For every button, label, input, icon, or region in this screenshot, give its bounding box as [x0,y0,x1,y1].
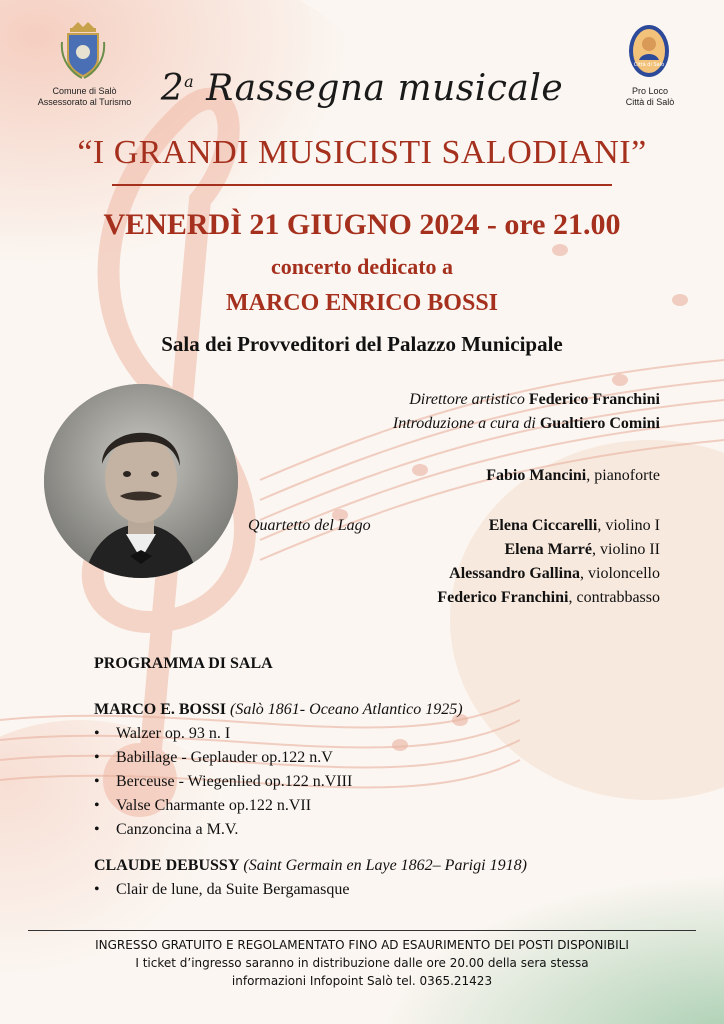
list-item: • Babillage - Geplauder op.122 n.V [116,746,674,770]
credit-pianist [260,464,660,488]
quartet-member-instrument: , contrabbasso [568,589,660,606]
event-dedication: concerto dedicato a [270,254,454,279]
list-item: • Valse Charmante op.122 n.VII [116,794,674,818]
list-item: • Berceuse - Wiegenlied op.122 n.VIII [116,770,674,794]
footer-line: INGRESSO GRATUITO E REGOLAMENTATO FINO AD ESAURIMENTO DEI POSTI DISPONIBILI [95,938,629,952]
proloco-logo-line: Pro Loco [631,86,669,96]
quartet-row-1 [248,514,660,538]
quartet-member-name: Federico Franchini [437,589,569,606]
program-heading: PROGRAMMA DI SALA [94,655,273,672]
quartet-member-name: Elena Ciccarelli [488,517,598,534]
comune-logo-line: Comune di Salò [52,86,117,96]
intro-role: Introduzione a cura di [392,415,536,432]
quartet-member-name: Alessandro Gallina [449,565,581,582]
title-divider [112,184,612,186]
edition-suffix: a [184,72,195,91]
list-item: • Walzer op. 93 n. I [116,722,674,746]
quartet-name: Quartetto del Lago [248,517,371,534]
proloco-logo-caption [600,86,700,108]
credit-director [260,388,660,412]
program-block [94,652,674,902]
proloco-logo [628,24,670,78]
director-name: Federico Franchini [528,391,660,408]
event-composer: MARCO ENRICO BOSSI [225,290,499,316]
footer-line: informazioni Infopoint Salò tel. 0365.21423 [231,974,493,988]
comune-logo-caption [22,86,147,108]
composer-dates: (Salò 1861- Oceano Atlantico 1925) [230,701,463,718]
quartet-member-instrument: , violoncello [580,565,660,582]
quartet-member-name: Elena Marré [504,541,592,558]
comune-crest-logo [60,22,106,80]
pianist-instrument: , pianoforte [586,467,660,484]
director-role: Direttore artistico [409,391,525,408]
program-composer-1 [94,698,674,722]
footer-line: I ticket d’ingresso saranno in distribuzione dalle ore 20.00 della sera stessa [135,956,589,970]
composer-dates: (Saint Germain en Laye 1862– Parigi 1918) [243,857,527,874]
title-text: Rassegna musicale [206,68,564,109]
edition-number: 2 [160,68,185,109]
quartet-member-instrument: , violino I [597,517,660,534]
festival-title [150,68,574,109]
composer-2-works [94,878,674,902]
quartet-row-4 [260,586,660,610]
pianist-name: Fabio Mancini [486,467,587,484]
program-composer-2 [94,854,674,878]
proloco-logo-inner-text: Città di Salò [633,62,665,68]
composer-name: MARCO E. BOSSI [94,701,227,718]
proloco-logo-line: Città di Salò [625,97,675,107]
footer-divider [28,930,696,931]
event-venue: Sala dei Provveditori del Palazzo Municipale [161,332,563,356]
intro-name: Gualtiero Comini [539,415,660,432]
event-date-time: VENERDÌ 21 GIUGNO 2024 - ore 21.00 [103,208,621,241]
list-item: • Clair de lune, da Suite Bergamasque [116,878,674,902]
quartet-row-2 [260,538,660,562]
quartet-member-instrument: , violino II [592,541,660,558]
composer-name: CLAUDE DEBUSSY [94,857,240,874]
credits-block [248,388,660,610]
footer-info [20,936,704,990]
list-item: • Canzoncina a M.V. [116,818,674,842]
festival-subtitle: “I GRANDI MUSICISTI SALODIANI” [77,134,647,171]
quartet-row-3 [260,562,660,586]
comune-logo-line: Assessorato al Turismo [37,97,132,107]
composer-portrait [44,384,238,578]
composer-1-works [94,722,674,842]
credit-intro [260,412,660,436]
